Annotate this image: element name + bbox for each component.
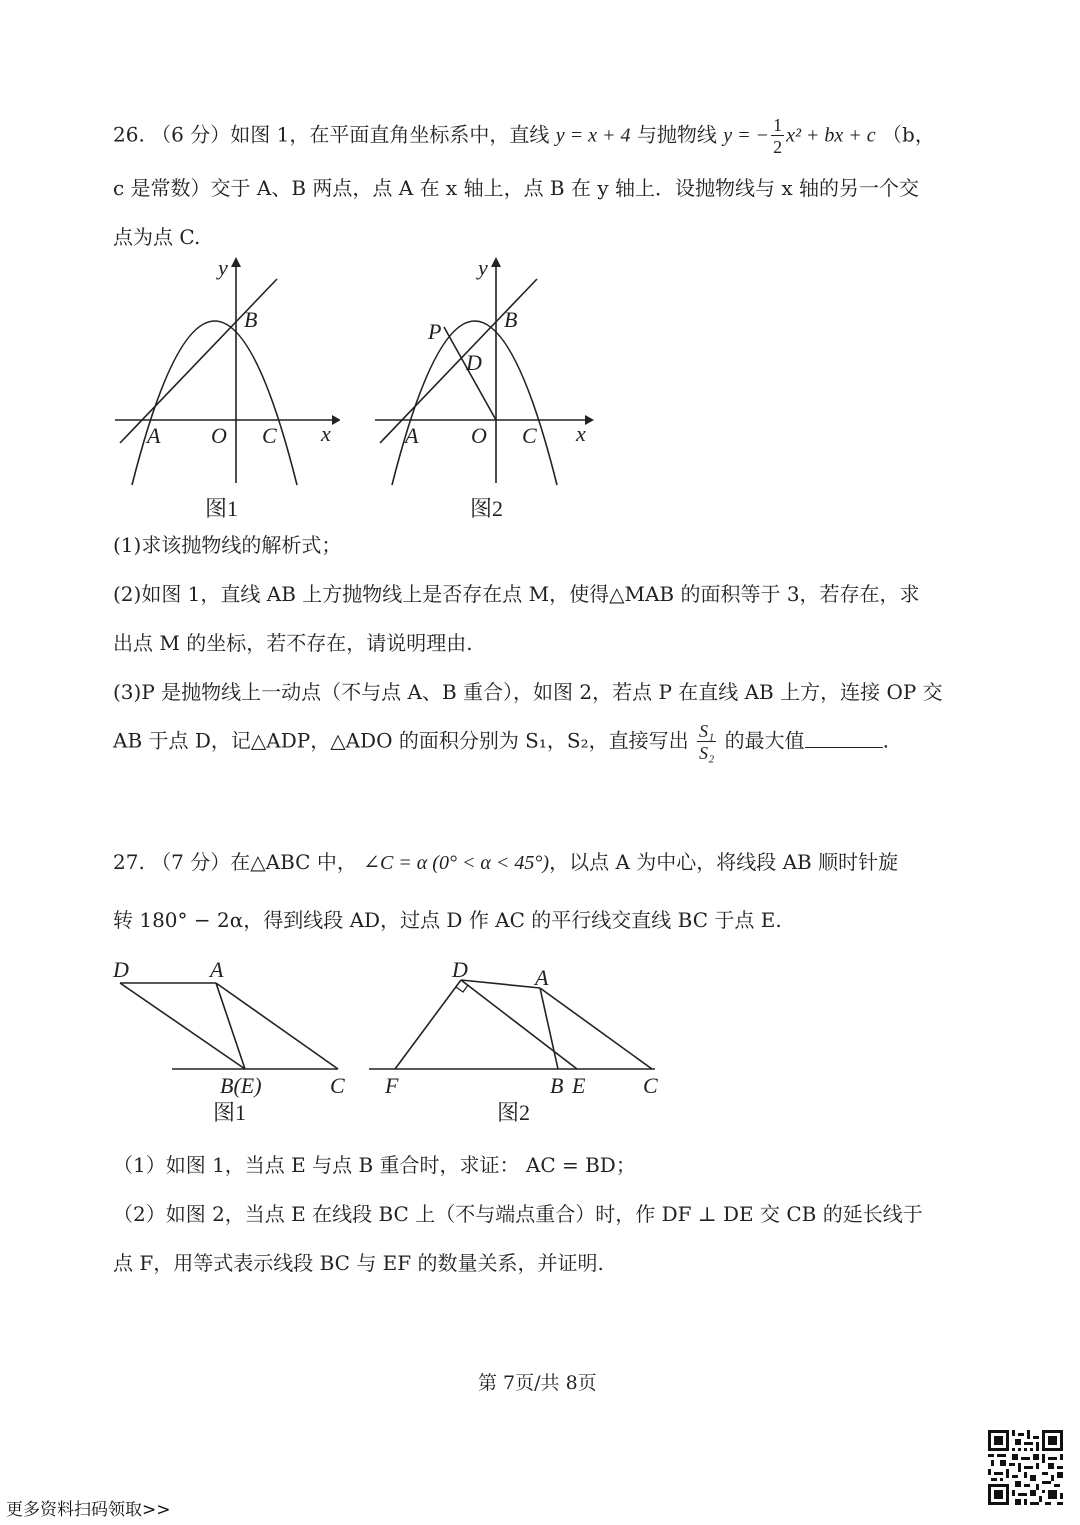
label-x: x xyxy=(576,421,586,446)
q27-fig2-caption: 图2 xyxy=(497,1100,531,1125)
segment-fd xyxy=(395,980,461,1069)
q27-fig1-caption: 图1 xyxy=(213,1100,247,1125)
q26-part2-line2: 出点 M 的坐标，若不存在，请说明理由. xyxy=(113,631,473,655)
label-e: E xyxy=(572,1073,586,1098)
qr-code-icon[interactable] xyxy=(988,1430,1063,1505)
label-a: A xyxy=(535,965,549,990)
q27-number: 27. xyxy=(113,850,145,874)
label-y: y xyxy=(218,255,228,280)
label-b-e: B(E) xyxy=(220,1073,262,1098)
line-ab xyxy=(380,279,537,443)
label-x: x xyxy=(321,421,331,446)
label-o: O xyxy=(211,423,227,448)
label-d: D xyxy=(452,957,468,982)
page-number: 第 7页/共 8页 xyxy=(478,1372,597,1394)
parabola xyxy=(132,321,297,485)
q26-line3: 点为点 C. xyxy=(113,225,201,249)
q27-part2-line2: 点 F，用等式表示线段 BC 与 EF 的数量关系，并证明. xyxy=(113,1251,604,1275)
label-c: C xyxy=(643,1073,658,1098)
segment-db xyxy=(120,983,245,1069)
q26-line2: c 是常数）交于 A、B 两点，点 A 在 x 轴上，点 B 在 y 轴上．设抛物线与 x 轴的另一个交 xyxy=(113,176,919,200)
q26-part1: (1)求该抛物线的解析式； xyxy=(113,533,342,557)
parabola-fraction: $\frac{1}{2}$ xyxy=(773,115,783,157)
label-c: C xyxy=(330,1073,345,1098)
line-equation: y = x + 4 xyxy=(555,124,631,147)
label-b: B xyxy=(244,307,258,332)
q26-part3-line2: AB 于点 D，记△ADP，△ADO 的面积分别为 S₁，S₂，直接写出 $\frac{\text{S₁}}{\text{S₂}}$ 的最大值 . xyxy=(113,721,889,763)
angle-condition: ∠C = α (0° < α < 45°) xyxy=(363,852,550,874)
q27-figure-1 xyxy=(108,955,358,1105)
label-f: F xyxy=(385,1073,399,1098)
q26-fig2-caption: 图2 xyxy=(470,496,504,521)
label-p: P xyxy=(428,319,442,344)
q26-fig1-caption: 图1 xyxy=(205,496,239,521)
segment-ac xyxy=(216,983,338,1069)
parabola xyxy=(392,321,557,485)
answer-blank xyxy=(805,747,883,748)
q26-part3-line1: (3)P 是抛物线上一动点（不与点 A、B 重合），如图 2，若点 P 在直线 AB 上方，连接 OP 交 xyxy=(113,680,943,704)
q26-line1: 26. （6 分）如图 1，在平面直角坐标系中，直线 y = x + 4 与抛物线 y = − $\frac{1}{2}$ x² + bx + c （b， xyxy=(113,115,935,157)
label-b: B xyxy=(504,307,518,332)
line-ab xyxy=(120,279,277,443)
segment-ac xyxy=(540,988,652,1069)
right-angle-mark xyxy=(456,985,468,992)
label-a: A xyxy=(210,957,224,982)
label-b: B xyxy=(550,1073,564,1098)
label-d: D xyxy=(466,350,482,375)
segment-ab xyxy=(540,988,558,1069)
label-a: A xyxy=(405,423,419,448)
segment-de xyxy=(461,980,577,1069)
label-a: A xyxy=(147,423,161,448)
q27-line2: 转 180° − 2α，得到线段 AD，过点 D 作 AC 的平行线交直线 BC 于点 E. xyxy=(113,908,782,932)
q27-figure-2 xyxy=(365,955,675,1105)
q26-points: （6 分） xyxy=(151,122,231,147)
label-c: C xyxy=(262,423,277,448)
q27-part1: （1）如图 1，当点 E 与点 B 重合时，求证： AC = BD； xyxy=(113,1153,636,1177)
label-d: D xyxy=(113,957,129,982)
s1-over-s2-fraction: $\frac{\text{S₁}}{\text{S₂}}$ xyxy=(698,721,715,763)
q26-figure-2 xyxy=(370,255,600,495)
promo-text: 更多资料扫码领取>> xyxy=(6,1500,171,1520)
q27-points: （7 分） xyxy=(151,850,231,874)
q26-part2-line1: (2)如图 1，直线 AB 上方抛物线上是否存在点 M，使得△MAB 的面积等于 3，若存在，求 xyxy=(113,582,920,606)
label-o: O xyxy=(471,423,487,448)
segment-da xyxy=(461,980,540,988)
label-c: C xyxy=(522,423,537,448)
segment-ab xyxy=(216,983,245,1069)
q26-figure-1 xyxy=(110,255,340,495)
q26-number: 26. xyxy=(113,122,145,147)
q27-line1: 27. （7 分）在△ABC 中， ∠C = α (0° < α < 45°)，以点 A 为中心，将线段 AB 顺时针旋 xyxy=(113,850,899,874)
label-y: y xyxy=(478,255,488,280)
q27-part2-line1: （2）如图 2，当点 E 在线段 BC 上（不与端点重合）时，作 DF ⊥ DE 交 CB 的延长线于 xyxy=(113,1202,923,1226)
